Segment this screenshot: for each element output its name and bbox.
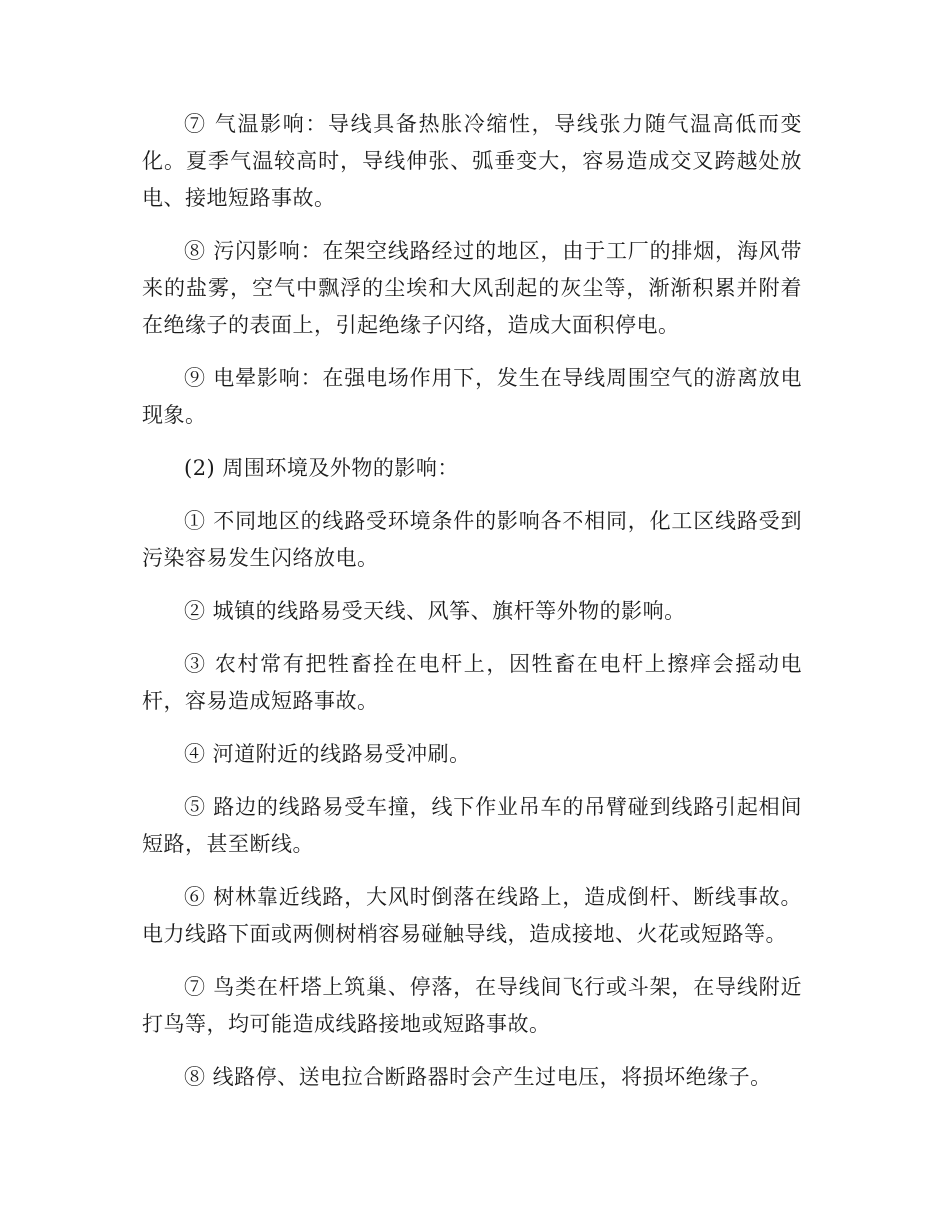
paragraph-roadside-collision: ⑤ 路边的线路易受车撞，线下作业吊车的吊臂碰到线路引起相间短路，甚至断线。 — [142, 795, 802, 856]
paragraph-trees-near-lines: ⑥ 树林靠近线路，大风时倒落在线路上，造成倒杆、断线事故。电力线路下面或两侧树梢容易碰触导线，造成接地、火花或短路等。 — [142, 885, 802, 946]
paragraph-rural-livestock: ③ 农村常有把牲畜拴在电杆上，因牲畜在电杆上擦痒会摇动电杆，容易造成短路事故。 — [142, 652, 802, 713]
paragraph-regional-environment: ① 不同地区的线路受环境条件的影响各不相同，化工区线路受到污染容易发生闪络放电。 — [142, 509, 802, 570]
section-heading-environment: (2) 周围环境及外物的影响： — [184, 456, 459, 480]
paragraph-birds: ⑦ 鸟类在杆塔上筑巢、停落，在导线间飞行或斗架，在导线附近打鸟等，均可能造成线路接地或短路事故。 — [142, 975, 802, 1036]
paragraph-switching-overvoltage: ⑧ 线路停、送电拉合断路器时会产生过电压，将损坏绝缘子。 — [184, 1065, 772, 1089]
paragraph-river-erosion: ④ 河道附近的线路易受冲刷。 — [184, 742, 471, 766]
paragraph-temperature-effect: ⑦ 气温影响：导线具备热胀冷缩性，导线张力随气温高低而变化。夏季气温较高时，导线伸张、弧垂变大，容易造成交叉跨越处放电、接地短路事故。 — [142, 112, 802, 210]
paragraph-urban-objects: ② 城镇的线路易受天线、风筝、旗杆等外物的影响。 — [184, 599, 686, 623]
paragraph-corona-effect: ⑨ 电晕影响：在强电场作用下，发生在导线周围空气的游离放电现象。 — [142, 366, 802, 427]
document-body — [142, 106, 802, 1112]
paragraph-pollution-flashover: ⑧ 污闪影响：在架空线路经过的地区，由于工厂的排烟，海风带来的盐雾，空气中飘浮的尘埃和大风刮起的灰尘等，渐渐积累并附着在绝缘子的表面上，引起绝缘子闪络，造成大面积停电。 — [142, 239, 802, 337]
